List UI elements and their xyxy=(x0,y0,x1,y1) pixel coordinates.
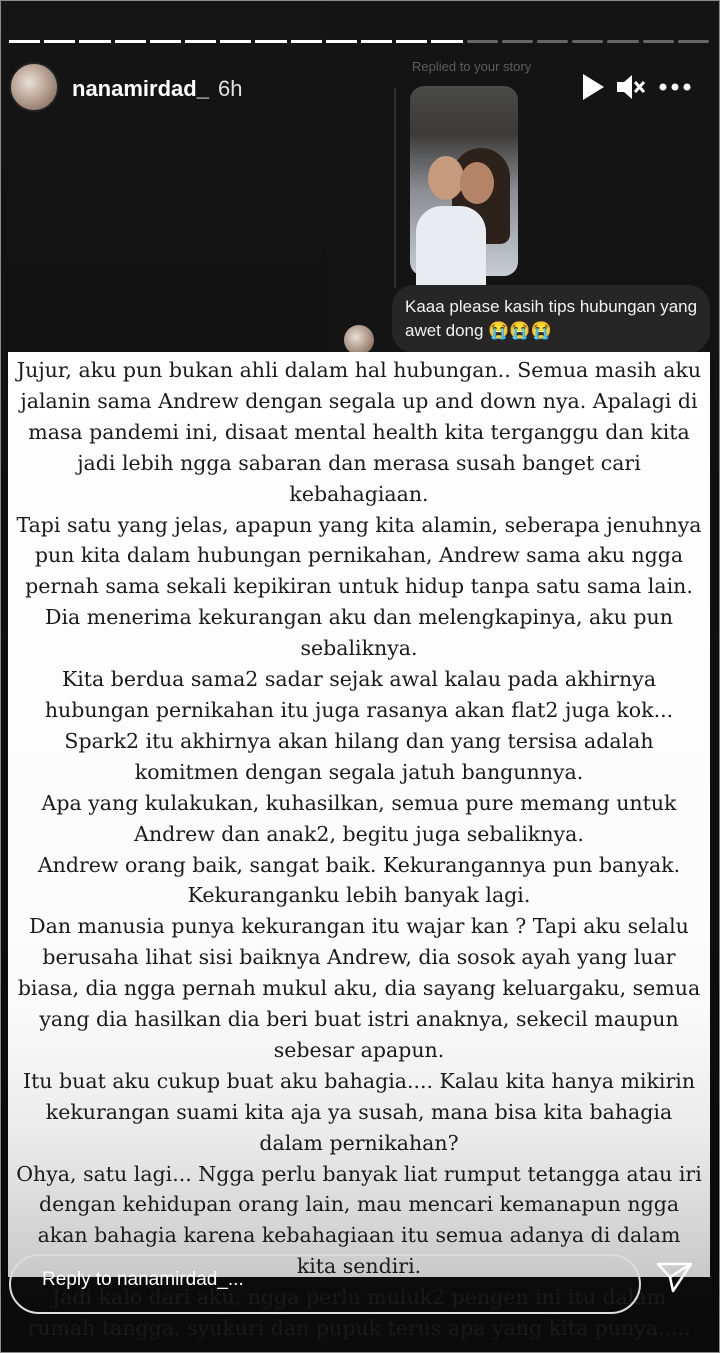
progress-segment xyxy=(361,40,392,43)
progress-segment xyxy=(150,40,181,43)
progress-segment xyxy=(79,40,110,43)
progress-fill xyxy=(150,40,181,43)
card-paragraph: Jujur, aku pun bukan ahli dalam hal hubungan.. Semua masih aku jalanin sama Andrew dengan segala up and down nya. Apalagi di masa pandemi ini, disaat mental health kita terganggu dan kita jadi lebih ngga sabaran dan merasa susah banget cari kebahagiaan. xyxy=(16,358,702,506)
story-time: 6h xyxy=(218,76,243,101)
reply-quote-line xyxy=(394,88,396,288)
progress-fill xyxy=(44,40,75,43)
card-paragraph: Itu buat aku cukup buat aku bahagia.... Kalau kita hanya mikirin kekurangan suami kita aja ya susah, mana bisa kita bahagia dalam pernikahan? xyxy=(22,1068,696,1155)
progress-fill xyxy=(291,40,322,43)
progress-segment xyxy=(326,40,357,43)
progress-fill xyxy=(185,40,216,43)
progress-fill xyxy=(220,40,251,43)
progress-fill xyxy=(431,40,462,43)
progress-fill xyxy=(115,40,146,43)
progress-segment xyxy=(44,40,75,43)
card-paragraph: Tapi satu yang jelas, apapun yang kita alamin, seberapa jenuhnya pun kita dalam hubungan pernikahan, Andrew sama aku ngga pernah sama sekali kepikiran untuk hidup tanpa satu sama lain. xyxy=(16,512,702,599)
progress-segment xyxy=(255,40,286,43)
avatar[interactable] xyxy=(9,62,59,112)
card-paragraph: Apa yang kulakukan, kuhasilkan, semua pure memang untuk Andrew dan anak2, begitu juga sebaliknya. xyxy=(41,790,677,846)
reply-placeholder: Reply to nanamirdad_... xyxy=(42,1269,244,1290)
story-thumbnail[interactable] xyxy=(410,86,518,276)
card-paragraph: Dia menerima kekurangan aku dan melengkapinya, aku pun sebaliknya. xyxy=(45,605,673,661)
progress-fill xyxy=(326,40,357,43)
progress-segment xyxy=(9,40,40,43)
progress-segment xyxy=(291,40,322,43)
progress-segment xyxy=(220,40,251,43)
progress-segment xyxy=(467,40,498,43)
progress-segment xyxy=(537,40,568,43)
progress-segment xyxy=(572,40,603,43)
card-paragraph: Kita berdua sama2 sadar sejak awal kalau pada akhirnya hubungan pernikahan itu juga rasanya akan flat2 juga kok... xyxy=(44,667,674,722)
progress-segment xyxy=(502,40,533,43)
sender-avatar xyxy=(344,325,374,355)
card-paragraph: Jadi kalo dari aku, ngga perlu muluk2 pengen ini itu dalam rumah tangga, syukuri dan pupuk terus apa yang kita punya..... xyxy=(27,1285,691,1341)
thumb-figure-shirt xyxy=(416,206,486,286)
more-icon[interactable] xyxy=(658,72,692,102)
progress-fill xyxy=(255,40,286,43)
progress-fill xyxy=(79,40,110,43)
thumb-figure-face xyxy=(428,156,464,200)
play-icon[interactable] xyxy=(580,72,606,102)
card-paragraph: Ohya, satu lagi... Ngga perlu banyak liat rumput tetangga atau iri dengan kehidupan orang lain, mau mencari kemanapun ngga akan bahagia karena kebahagiaan itu semua adanya di dalam kita sendiri. xyxy=(16,1161,702,1279)
progress-segment xyxy=(185,40,216,43)
mute-icon[interactable] xyxy=(615,72,647,102)
progress-segment xyxy=(643,40,674,43)
progress-segment xyxy=(431,40,462,43)
story-username[interactable]: nanamirdad_ xyxy=(72,76,209,101)
progress-fill xyxy=(396,40,427,43)
story-progress-bar xyxy=(9,40,709,45)
thumb-figure-face xyxy=(460,162,494,204)
progress-segment xyxy=(396,40,427,43)
card-paragraph: Dan manusia punya kekurangan itu wajar kan ? Tapi aku selalu berusaha lihat sisi baiknya Andrew, dia sosok ayah yang luar biasa, dia ngga pernah mukul aku, dia sayang keluargaku, semua yang dia hasilkan dia beri buat istri anaknya, sekecil maupun sebesar apapun. xyxy=(17,914,701,1062)
progress-segment xyxy=(607,40,638,43)
progress-segment xyxy=(115,40,146,43)
progress-segment xyxy=(678,40,709,43)
progress-fill xyxy=(9,40,40,43)
send-icon[interactable] xyxy=(655,1258,695,1296)
card-paragraph: Spark2 itu akhirnya akan hilang dan yang tersisa adalah komitmen dengan segala jatuh bangunnya. xyxy=(64,728,654,784)
progress-fill xyxy=(361,40,392,43)
card-paragraph: Andrew orang baik, sangat baik. Kekurangannya pun banyak. Kekuranganku lebih banyak lagi. xyxy=(37,852,681,908)
replied-label: Replied to your story xyxy=(412,59,532,74)
message-text: Kaaa please kasih tips hubungan yang awet dong 😭😭😭 xyxy=(405,297,698,340)
